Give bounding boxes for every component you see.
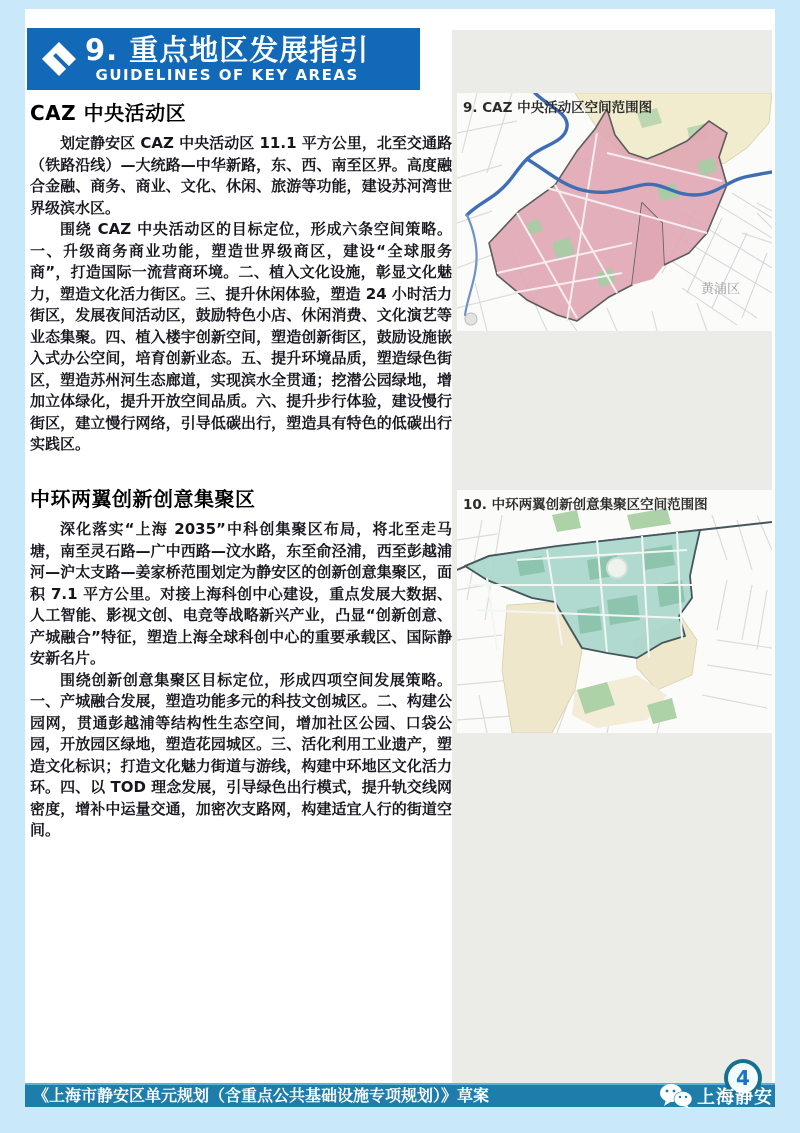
- section-paragraph: 围绕创新创意集聚区目标定位，形成四项空间发展策略。一、产城融合发展，塑造功能多元的科技文创城区。二、构建公园网，贯通彭越浦等结构性生态空间，增加社区公园、口袋公园，开放园区绿地，塑造花园城区。三、活化利用工业遗产，塑造文化标识；打造文化魅力街道与游线，构建中环地区文化活力环。四、以 TOD 理念发展，引导绿色出行模式，提升轨交线网密度，增补中运量交通，加密次支路网，构建适宜人行的街道空间。: [30, 670, 452, 839]
- page-title: 9. 重点地区发展指引: [85, 33, 370, 67]
- caz-map-image: [457, 93, 772, 331]
- river-lower-branch: [465, 215, 477, 315]
- interchange: [607, 558, 627, 578]
- page-number: 4: [736, 1066, 750, 1090]
- footer-document-title: 《上海市静安区单元规划（含重点公共基础设施专项规划）》草案: [33, 1086, 490, 1105]
- figure-caption: 9. CAZ 中央活动区空间范围图: [463, 100, 653, 116]
- section-cluster: [30, 483, 452, 842]
- footer-brand: [659, 1083, 773, 1109]
- section-paragraph: 深化落实“上海 2035”中科创集聚区布局，将北至走马塘，南至灵石路—广中西路—汶水路，东至俞泾浦，西至彭越浦河—沪太支路—姜家桥范围划定为静安区的创新创意集聚区，面积 7.1 平方公里。对接上海科创中心建设，重点发展大数据、人工智能、影视文创、电竞等战略新兴产业，凸显“创新创意、产城融合”特征，塑造上海全球科创中心的重要承载区、国际静安新名片。: [30, 520, 452, 667]
- page-subtitle: GUIDELINES OF KEY AREAS: [95, 66, 359, 84]
- cluster-map-image: [457, 490, 772, 733]
- wechat-icon: [659, 1083, 693, 1109]
- diamond-arrow-icon: [39, 39, 79, 79]
- page-card: [25, 9, 775, 1107]
- section-caz: [30, 97, 452, 456]
- map-figure-cluster: [457, 490, 772, 733]
- header-titles: [85, 34, 369, 84]
- figure-caption: 10. 中环两翼创新创意集聚区空间范围图: [463, 497, 708, 513]
- section-header-banner: [27, 28, 420, 90]
- section-paragraph: 围绕 CAZ 中央活动区的目标定位，形成六条空间策略。一、升级商务商业功能，塑造世界级商区，建设“全球服务商”，打造国际一流营商环境。二、植入文化设施，彰显文化魅力，塑造文化活力街区。三、提升休闲体验，塑造 24 小时活力街区，发展夜间活动区，鼓励特色小店、休闲消费、文化演艺等业态集聚。四、植入楼宇创新空间，塑造创新街区，鼓励设施嵌入式办公空间，培育创新业态。五、提升环境品质，塑造绿色街区，塑造苏州河生态廊道，实现滨水全贯通；挖潜公园绿地，增加立体绿化，提升开放空间品质。六、提升步行体验，建设慢行街区，建立慢行网络，引导低碳出行，塑造具有特色的低碳出行实践区。: [30, 220, 452, 453]
- section-heading: CAZ 中央活动区: [30, 101, 187, 125]
- section-heading: 中环两翼创新创意集聚区: [30, 487, 256, 511]
- section-paragraph: 划定静安区 CAZ 中央活动区 11.1 平方公里，北至交通路（铁路沿线）—大统路—中华新路，东、西、南至区界。高度融合金融、商务、商业、文化、休闲、旅游等功能，建设苏河湾世界级滨水区。: [30, 134, 452, 217]
- huangpu-district-label: 黄浦区: [701, 282, 741, 297]
- caz-region: [489, 109, 727, 321]
- brand-label: 上海静安: [697, 1087, 773, 1108]
- compass-icon: [465, 313, 477, 325]
- map-figure-caz: [457, 93, 772, 331]
